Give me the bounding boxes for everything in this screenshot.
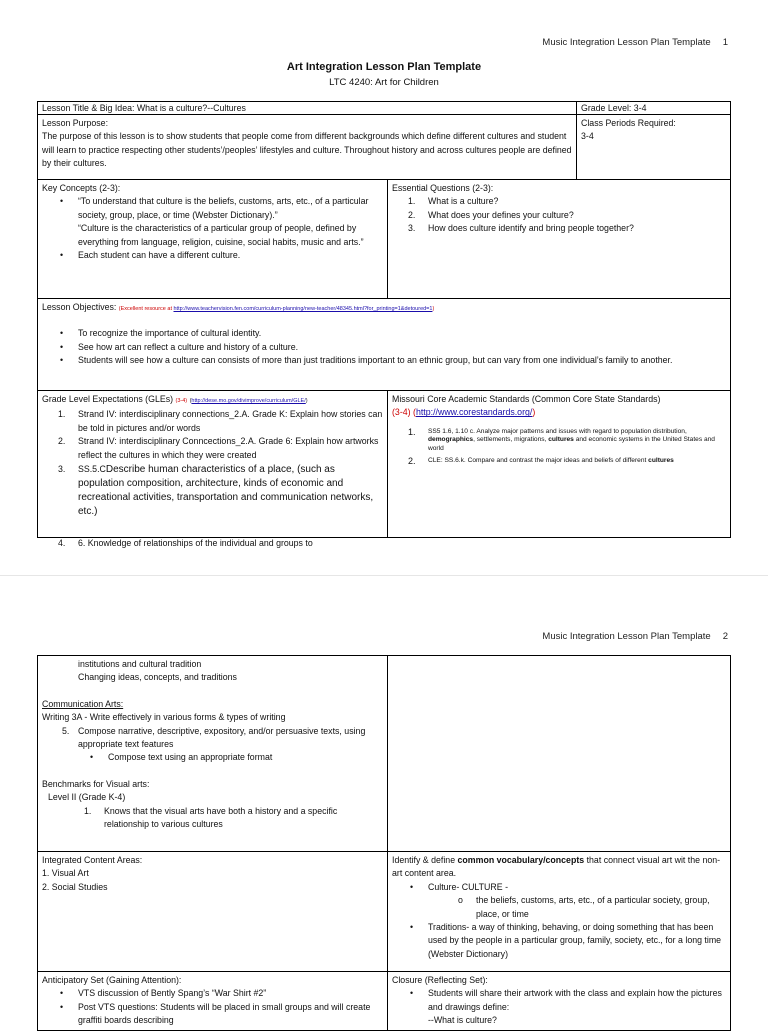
- lesson-title-cell: [37, 101, 577, 115]
- header-text: Music Integration Lesson Plan Template: [542, 37, 711, 48]
- lesson-purpose-cell: [37, 114, 577, 180]
- gles-cell: Grade Level Expectations (GLEs) (3-4) (http://dese.mo.gov/divimprove/curriculum/GLE/) 1. Strand IV: interdisciplinary connections_2.A. Grade K: Explain how stories can be told in pictures and/or words 2. Strand IV: interdisciplinary Conncections_2.A. Grade 6: Explain how artworks reflect the cultures in which they were created 3. SS.5.CDescribe human characteristics of a place, (such as population composition, architecture, kinds of economic and recreational activities, transportation and communication networks, etc.) 4. 6. Knowledge of relationships of the individual and groups to: [37, 390, 388, 538]
- list-item: • Compose text using an appropriate format: [90, 751, 383, 764]
- list-item: • Post VTS questions: Students will be placed in small groups and will create graffiti boards describing: [60, 1001, 383, 1028]
- running-header: [542, 631, 728, 642]
- vocabulary-cell: Identify & define common vocabulary/concepts that connect visual art wit the non-art content area. • Culture- CULTURE - o the beliefs, customs, arts, etc., of a particular society, group, place, or time • Traditions- a way of thinking, behaving, or doing something that has been used by the people in a particular group, family, society, etc., for a long time (Webster Dictionary): [387, 851, 731, 972]
- gle-cont-line: institutions and cultural tradition: [78, 659, 202, 669]
- teachervision-link[interactable]: http://www.teachervision.fen.com/curriculum-planning/new-teacher/48345.html?for_printing=1&detoured=1: [173, 306, 433, 312]
- gles-label: Grade Level Expectations (GLEs): [42, 394, 174, 404]
- writing-standard: Writing 3A - Write effectively in various forms & types of writing: [42, 712, 286, 723]
- integrated-label: Integrated Content Areas:: [42, 855, 143, 865]
- document-title: Art Integration Lesson Plan Template: [286, 61, 482, 73]
- list-item: 2. What does your defines your culture?: [408, 209, 574, 220]
- list-item: 1. Knows that the visual arts have both a history and a specific relationship to various cultures: [84, 805, 338, 830]
- header-text: Music Integration Lesson Plan Template: [542, 631, 711, 642]
- class-periods-value: 3-4: [581, 131, 594, 142]
- list-item: 3. How does culture identify and bring people together?: [408, 223, 634, 234]
- lesson-objectives-label: Lesson Objectives:: [42, 302, 117, 312]
- mo-standards-list: [392, 428, 726, 466]
- list-item: 2. Strand IV: interdisciplinary Conncections_2.A. Grade 6: Explain how artworks reflect the cultures in which they were created: [58, 436, 379, 460]
- list-item: • Traditions- a way of thinking, behaving, or doing something that has been used by the people in a particular group, family, society, etc., for a long time (Webster Dictionary): [410, 921, 726, 961]
- gles-list: [42, 408, 383, 550]
- essential-questions-cell: [387, 179, 731, 299]
- benchmarks-level: Level II (Grade K-4): [48, 792, 126, 803]
- list-item: • Students will see how a culture can consists of more than just traditions important to an ethnic group, but can vary from one individual’s family to another.: [60, 354, 726, 367]
- standards-continued-cell: [387, 655, 731, 852]
- grade-level-cell: [576, 101, 731, 115]
- list-item: • Each student can have a different culture.: [60, 249, 383, 262]
- key-concepts-list: [42, 195, 383, 262]
- lesson-purpose-text: The purpose of this lesson is to show students that people come from different backgrounds which define different cultures and student will learn to practice respecting other students’/peoples’ lifestyles and culture. Throughout history and across cultures people are defined by their cultures.: [42, 131, 572, 169]
- list-item: • “To understand that culture is the beliefs, customs, arts, etc., of a particular society, group, place, or time (Webster Dictionary).” “Culture is the characteristics of a particular group of people, defined by everything from language, religion, cuisine, social habits, music and arts.”: [60, 195, 383, 249]
- page-number: 2: [722, 631, 728, 642]
- essential-questions-list: [392, 195, 726, 235]
- list-item: 5. Compose narrative, descriptive, expository, and/or persuasive texts, using appropriate text features: [62, 725, 366, 750]
- page-number: 1: [722, 37, 728, 48]
- list-item: • See how art can reflect a culture and history of a culture.: [60, 341, 726, 354]
- mo-standards-label: Missouri Core Academic Standards (Common Core State Standards): [392, 394, 661, 404]
- page-2: [0, 575, 768, 1025]
- list-item: • To recognize the importance of cultural identity.: [60, 327, 726, 340]
- integrated-content-cell: [37, 851, 388, 972]
- lesson-purpose-label: Lesson Purpose:: [42, 118, 109, 128]
- anticipatory-set-cell: [37, 971, 388, 1031]
- list-item: 1. SS5 1.6, 1.10 c. Analyze major patterns and issues with regard to population distribution, demographics, settlements, migrations, cultures and economic systems in the United States and world: [408, 426, 715, 452]
- running-header: [542, 37, 728, 48]
- lesson-objectives-cell: Lesson Objectives: (Excellent resource at http://www.teachervision.fen.com/curriculum-planning/new-teacher/48345.html?for_printing=1&detoured=1) • To recognize the importance of cultural identity. • See how art can reflect a culture and history of a culture. • Students will see how a culture can consists of more than just traditions important to an ethnic group, but can vary from one individual’s family to another.: [37, 298, 731, 391]
- list-item: o the beliefs, customs, arts, etc., of a particular society, group, place, or time: [458, 894, 726, 921]
- key-concepts-cell: [37, 179, 388, 299]
- benchmarks-heading: Benchmarks for Visual arts:: [42, 778, 150, 789]
- list-item: 1. What is a culture?: [408, 196, 499, 207]
- list-item: 2. CLE: SS.6.k. Compare and contrast the major ideas and beliefs of different cultures: [408, 456, 674, 467]
- gles-continued-cell: [37, 655, 388, 852]
- list-item: 1. Strand IV: interdisciplinary connections_2.A. Grade K: Explain how stories can be told in pictures and/or words: [58, 409, 383, 433]
- list-item: 3. SS.5.CDescribe human characteristics of a place, (such as population composition, architecture, kinds of economic and recreational activities, transportation and communication networks, etc.): [58, 464, 374, 518]
- list-item: • VTS discussion of Bently Spang’s “War Shirt #2”: [60, 987, 383, 1000]
- integrated-item: 2. Social Studies: [42, 881, 108, 892]
- anticipatory-label: Anticipatory Set (Gaining Attention):: [42, 975, 182, 985]
- corestandards-link[interactable]: http://www.corestandards.org/: [415, 407, 533, 418]
- vocab-emphasis: common vocabulary/concepts: [457, 855, 585, 865]
- list-item: • Students will share their artwork with the class and explain how the pictures and drawings define: --What is culture?: [410, 987, 726, 1027]
- list-item: • Culture- CULTURE -: [410, 881, 726, 894]
- lesson-title: Lesson Title & Big Idea: What is a culture?--Cultures: [42, 103, 246, 113]
- gle-cont-line: Changing ideas, concepts, and traditions: [78, 672, 237, 683]
- class-periods-label: Class Periods Required:: [581, 118, 676, 128]
- grade-level: Grade Level: 3-4: [581, 103, 647, 113]
- objectives-list: [42, 327, 726, 367]
- list-item: 4. 6. Knowledge of relationships of the individual and groups to: [58, 538, 313, 549]
- dese-link[interactable]: http://dese.mo.gov/divimprove/curriculum/GLE/: [191, 398, 306, 404]
- closure-cell: [387, 971, 731, 1031]
- class-periods-cell: [576, 114, 731, 180]
- mo-standards-cell: Missouri Core Academic Standards (Common Core State Standards) (3-4) (http://www.corestandards.org/) 1. SS5 1.6, 1.10 c. Analyze major patterns and issues with regard to population distribution, demographics, settlements, migrations, cultures and economic systems in the United States and world 2. CLE: SS.6.k. Compare and contrast the major ideas and beliefs of different cultures: [387, 390, 731, 538]
- integrated-item: 1. Visual Art: [42, 868, 89, 879]
- document-subtitle: LTC 4240: Art for Children: [329, 77, 439, 88]
- communication-arts-heading: Communication Arts:: [42, 698, 124, 709]
- closure-label: Closure (Reflecting Set):: [392, 975, 488, 985]
- essential-questions-label: Essential Questions (2-3):: [392, 183, 494, 193]
- key-concepts-label: Key Concepts (2-3):: [42, 183, 121, 193]
